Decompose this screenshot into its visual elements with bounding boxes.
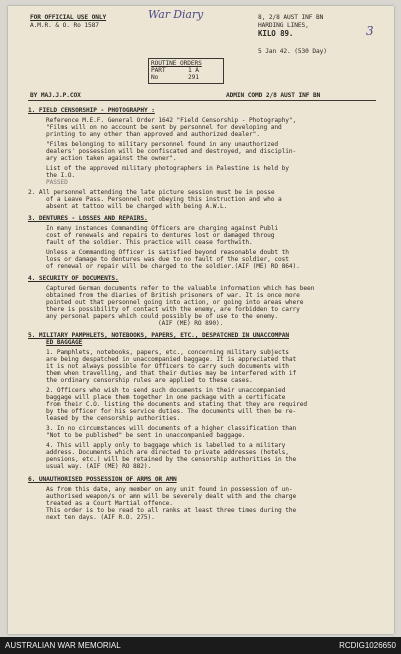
section-4-line: obtained from the diaries of British prisoners of war. It is once more: [46, 292, 300, 299]
order-date: 5 Jan 42. (530 Day): [258, 48, 327, 55]
section-5-line: by the officer for his service duties. The documents will then be re-: [46, 408, 297, 415]
section-3-line: Unless a Commanding Officer is satisfied beyond reasonable doubt th: [46, 249, 289, 256]
section-1-line: "Films belonging to military personnel found in any unauthorized: [46, 141, 279, 148]
section-1-line: the I.O.: [46, 172, 76, 179]
section-1-line: "Films will on no account be sent by personnel for developing and: [46, 124, 282, 131]
section-5-line: 2. Officers who wish to send such documents in their unaccompanied: [46, 387, 286, 394]
section-4-line: (AIF (ME) RO 890).: [158, 320, 224, 327]
section-6-line: next ten days. (AIF R.O. 275).: [46, 514, 155, 521]
section-5-line: leased by the censorship authorities.: [46, 415, 181, 422]
section-5-line: 1. Pamphlets, notebooks, papers, etc., concerning military subjects: [46, 349, 289, 356]
section-5-line: them when travelling, and that their duties may be interfered with if: [46, 370, 297, 377]
section-2-line: of a Leave Pass. Personnel not obeying this instruction and who a: [46, 196, 282, 203]
section-5-line: "Not to be published" be sent in unaccompanied baggage.: [46, 432, 246, 439]
section-4-line: Captured German documents refer to the valuable information which has been: [46, 285, 315, 292]
part-value: 1 A: [188, 67, 199, 74]
section-5-line: baggage will place them together in one package with a certificate: [46, 394, 286, 401]
section-5-title-continued: ED BAGGAGE: [46, 339, 83, 346]
unit-name: 8, 2/8 AUST INF BN: [258, 14, 324, 21]
archive-footer: [0, 637, 401, 654]
section-5-line: from their C.O. listing the documents and stating that they are required: [46, 401, 308, 408]
section-3-line: of renewal or repair will be charged to the soldier.(AIF (ME) RO 864).: [46, 263, 300, 270]
routine-orders-title: ROUTINE ORDERS: [151, 60, 202, 67]
section-4-line: pointed out that personnel going into action, or going into areas where: [46, 299, 304, 306]
section-3-line: fault of the soldier. This practice will cease forthwith.: [46, 239, 253, 246]
byline-left: BY MAJ.J.P.COX: [30, 92, 81, 99]
section-5-line: pensions, etc.) will be retained by the censorship authorities in the: [46, 456, 297, 463]
section-1-line: ary action taken against the owner".: [46, 155, 177, 162]
reference-number: A.M.R. & O. Ro 1587: [30, 22, 99, 29]
section-3-title: 3. DENTURES - LOSSES AND REPAIRS.: [28, 215, 148, 222]
section-5-line: 4. This will apply only to baggage which is labelled to a military: [46, 442, 286, 449]
passed-stamp: PASSED: [46, 179, 68, 186]
section-1-title: 1. FIELD CENSORSHIP - PHOTOGRAPHY :: [28, 107, 155, 114]
section-1-line: List of the approved military photographers in Palestine is held by: [46, 165, 289, 172]
section-1-line: printing to any other than approved and authorized dealer".: [46, 131, 260, 138]
archive-name: AUSTRALIAN WAR MEMORIAL: [5, 641, 121, 650]
section-5-line: usual way. (AIF (ME) RO 882).: [46, 463, 152, 470]
section-2-title: 2. All personnel attending the late picture session must be in posse: [28, 189, 275, 196]
section-5-line: the ordinary censorship rules are applied to these cases.: [46, 377, 253, 384]
section-1-line: Reference M.E.F. General Order 1642 "Field Censorship - Photography",: [46, 117, 297, 124]
byline-rule: [28, 100, 376, 101]
archive-id: RCDIG1026650: [339, 641, 396, 650]
location-line: HARDING LINES,: [258, 22, 309, 29]
page-number: 3: [366, 24, 374, 38]
section-5-line: are being despatched in unaccompanied baggage. It is appreciated that: [46, 356, 297, 363]
number-label: No: [151, 74, 159, 81]
section-6-title: 6. UNAUTHORISED POSSESSION OF ARMS OR AMN: [28, 476, 177, 483]
section-5-line: it is not always possible for Officers to carry such documents with: [46, 363, 289, 370]
section-5-line: 3. In no circumstances will documents of a higher classification than: [46, 425, 297, 432]
section-6-line: As from this date, any member on any unit found in possession of un-: [46, 486, 293, 493]
section-6-line: This order is to be read to all ranks at least three times during the: [46, 507, 297, 514]
section-2-line: absent at tattoo will be charged with being A.W.L.: [46, 203, 228, 210]
section-6-line: authorised weapon/s or amn will be severely dealt with and the charge: [46, 493, 297, 500]
handwritten-annotation: War Diary: [148, 8, 204, 21]
section-3-line: loss or damage to dentures was due to no fault of the soldier, cost: [46, 256, 289, 263]
section-4-title: 4. SECURITY OF DOCUMENTS.: [28, 275, 119, 282]
section-1-line: dealers' possession will be confiscated and destroyed, and disciplin-: [46, 148, 297, 155]
section-4-line: any personal papers which could possibly be of use to the enemy.: [46, 313, 279, 320]
official-use-heading: FOR OFFICIAL USE ONLY: [30, 14, 107, 21]
section-5-title: 5. MILITARY PAMPHLETS, NOTEBOOKS, PAPERS, ETC., DESPATCHED IN UNACCOMPAN: [28, 332, 290, 339]
part-label: PART: [151, 67, 166, 74]
document-page: [8, 6, 394, 634]
section-3-line: cost of renewals and repairs to dentures lost or damaged throug: [46, 232, 275, 239]
byline-right: ADMIN COMD 2/8 AUST INF BN: [226, 92, 321, 99]
number-value: 291: [188, 74, 199, 81]
section-6-line: treated as a Court Martial offence.: [46, 500, 173, 507]
section-4-line: there is possibility of contact with the enemy, are forbidden to carry: [46, 306, 300, 313]
section-5-line: address. Documents which are directed to private addresses (hotels,: [46, 449, 289, 456]
section-3-line: In many instances Commanding Officers are charging against Publi: [46, 225, 279, 232]
kilo-location: KILO 89.: [258, 29, 294, 38]
